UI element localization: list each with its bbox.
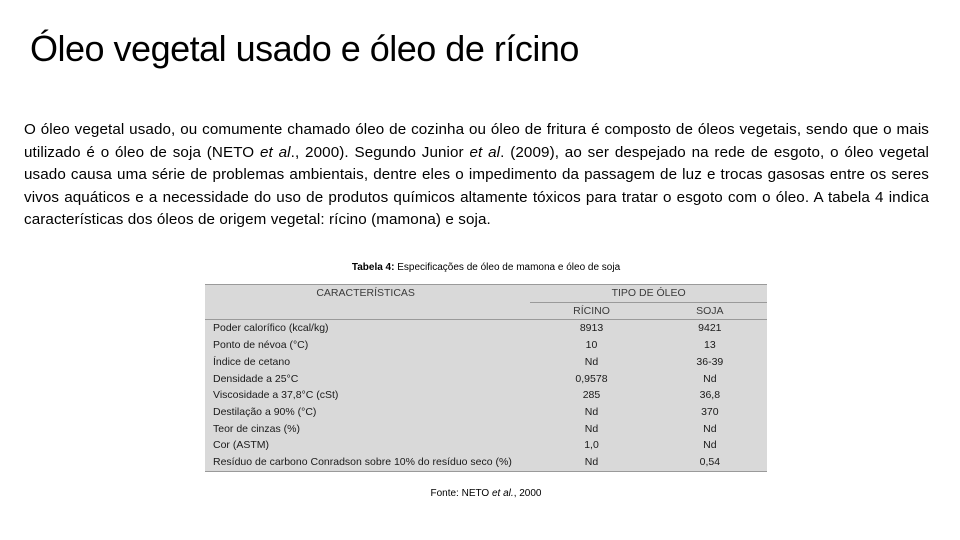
table-row [205,320,767,337]
source-prefix: Fonte: NETO [430,488,492,499]
header-oil-type: TIPO DE ÓLEO [530,285,767,303]
table-subheader-row [205,302,767,320]
cell-soja: 9421 [653,320,767,337]
cell-soja: 36,8 [653,387,767,404]
cell-ricino: Nd [530,354,652,371]
cell-soja: 13 [653,337,767,354]
body-paragraph [24,119,929,232]
source-suffix: , 2000 [513,488,542,499]
table-caption-label: Tabela 4: [351,262,395,273]
cell-ricino: Nd [530,454,652,471]
table-body [205,320,767,471]
cell-ricino: 10 [530,337,652,354]
cell-ricino: 8913 [530,320,652,337]
cell-soja: 0,54 [653,454,767,471]
cell-ricino: Nd [530,404,652,421]
table-row [205,337,767,354]
paragraph-etal-2: et al [469,143,501,161]
specifications-table [205,284,767,472]
table-row [205,371,767,388]
table-row [205,387,767,404]
cell-ricino: 0,9578 [530,371,652,388]
cell-characteristic: Destilação a 90% (°C) [205,404,530,421]
table-row [205,454,767,471]
cell-characteristic: Densidade a 25°C [205,371,530,388]
cell-soja: 370 [653,404,767,421]
table-header-row [205,285,767,303]
table-row [205,421,767,438]
header-soja: SOJA [653,302,767,320]
cell-soja: Nd [653,421,767,438]
paragraph-text-2: ., 2000). Segundo Junior [290,143,470,161]
table-caption [205,262,767,273]
header-empty-cell [205,302,530,320]
header-ricino: RÍCINO [530,302,652,320]
table-row [205,354,767,371]
cell-characteristic: Resíduo de carbono Conradson sobre 10% do resíduo seco (%) [205,454,530,471]
table-source [205,488,767,499]
table-row [205,404,767,421]
paragraph-text-3: . (2009), ao ser despejado na rede de esgoto, o óleo vegetal usado causa uma série de problemas ambientais, dentre eles o impedimento da passagem de luz e trocas gasosas entre os seres vivos aquáticos e a necessidade do uso de produtos químicos altamente tóxicos para tratar o esgoto com o óleo. A tabela 4 indica características dos óleos de origem vegetal: rícino (mamona) e soja. [24,143,929,229]
paragraph-text-1: O óleo vegetal usado, ou comumente chamado óleo de cozinha ou óleo de fritura é composto de óleos vegetais, sendo que o mais utilizado é o óleo de soja (NETO [24,121,929,161]
cell-characteristic: Ponto de névoa (°C) [205,337,530,354]
cell-soja: 36-39 [653,354,767,371]
cell-characteristic: Viscosidade a 37,8°C (cSt) [205,387,530,404]
header-characteristics: CARACTERÍSTICAS [205,285,530,303]
table-row [205,437,767,454]
cell-ricino: 285 [530,387,652,404]
cell-characteristic: Índice de cetano [205,354,530,371]
paragraph-etal-1: et al [260,143,291,161]
cell-soja: Nd [653,437,767,454]
source-etal: et al. [492,488,514,499]
cell-characteristic: Teor de cinzas (%) [205,421,530,438]
cell-ricino: 1,0 [530,437,652,454]
slide-title: Óleo vegetal usado e óleo de rícino [30,28,579,69]
cell-soja: Nd [653,371,767,388]
table-caption-text: Especificações de óleo de mamona e óleo de soja [394,262,621,273]
cell-characteristic: Poder calorífico (kcal/kg) [205,320,530,337]
cell-characteristic: Cor (ASTM) [205,437,530,454]
cell-ricino: Nd [530,421,652,438]
